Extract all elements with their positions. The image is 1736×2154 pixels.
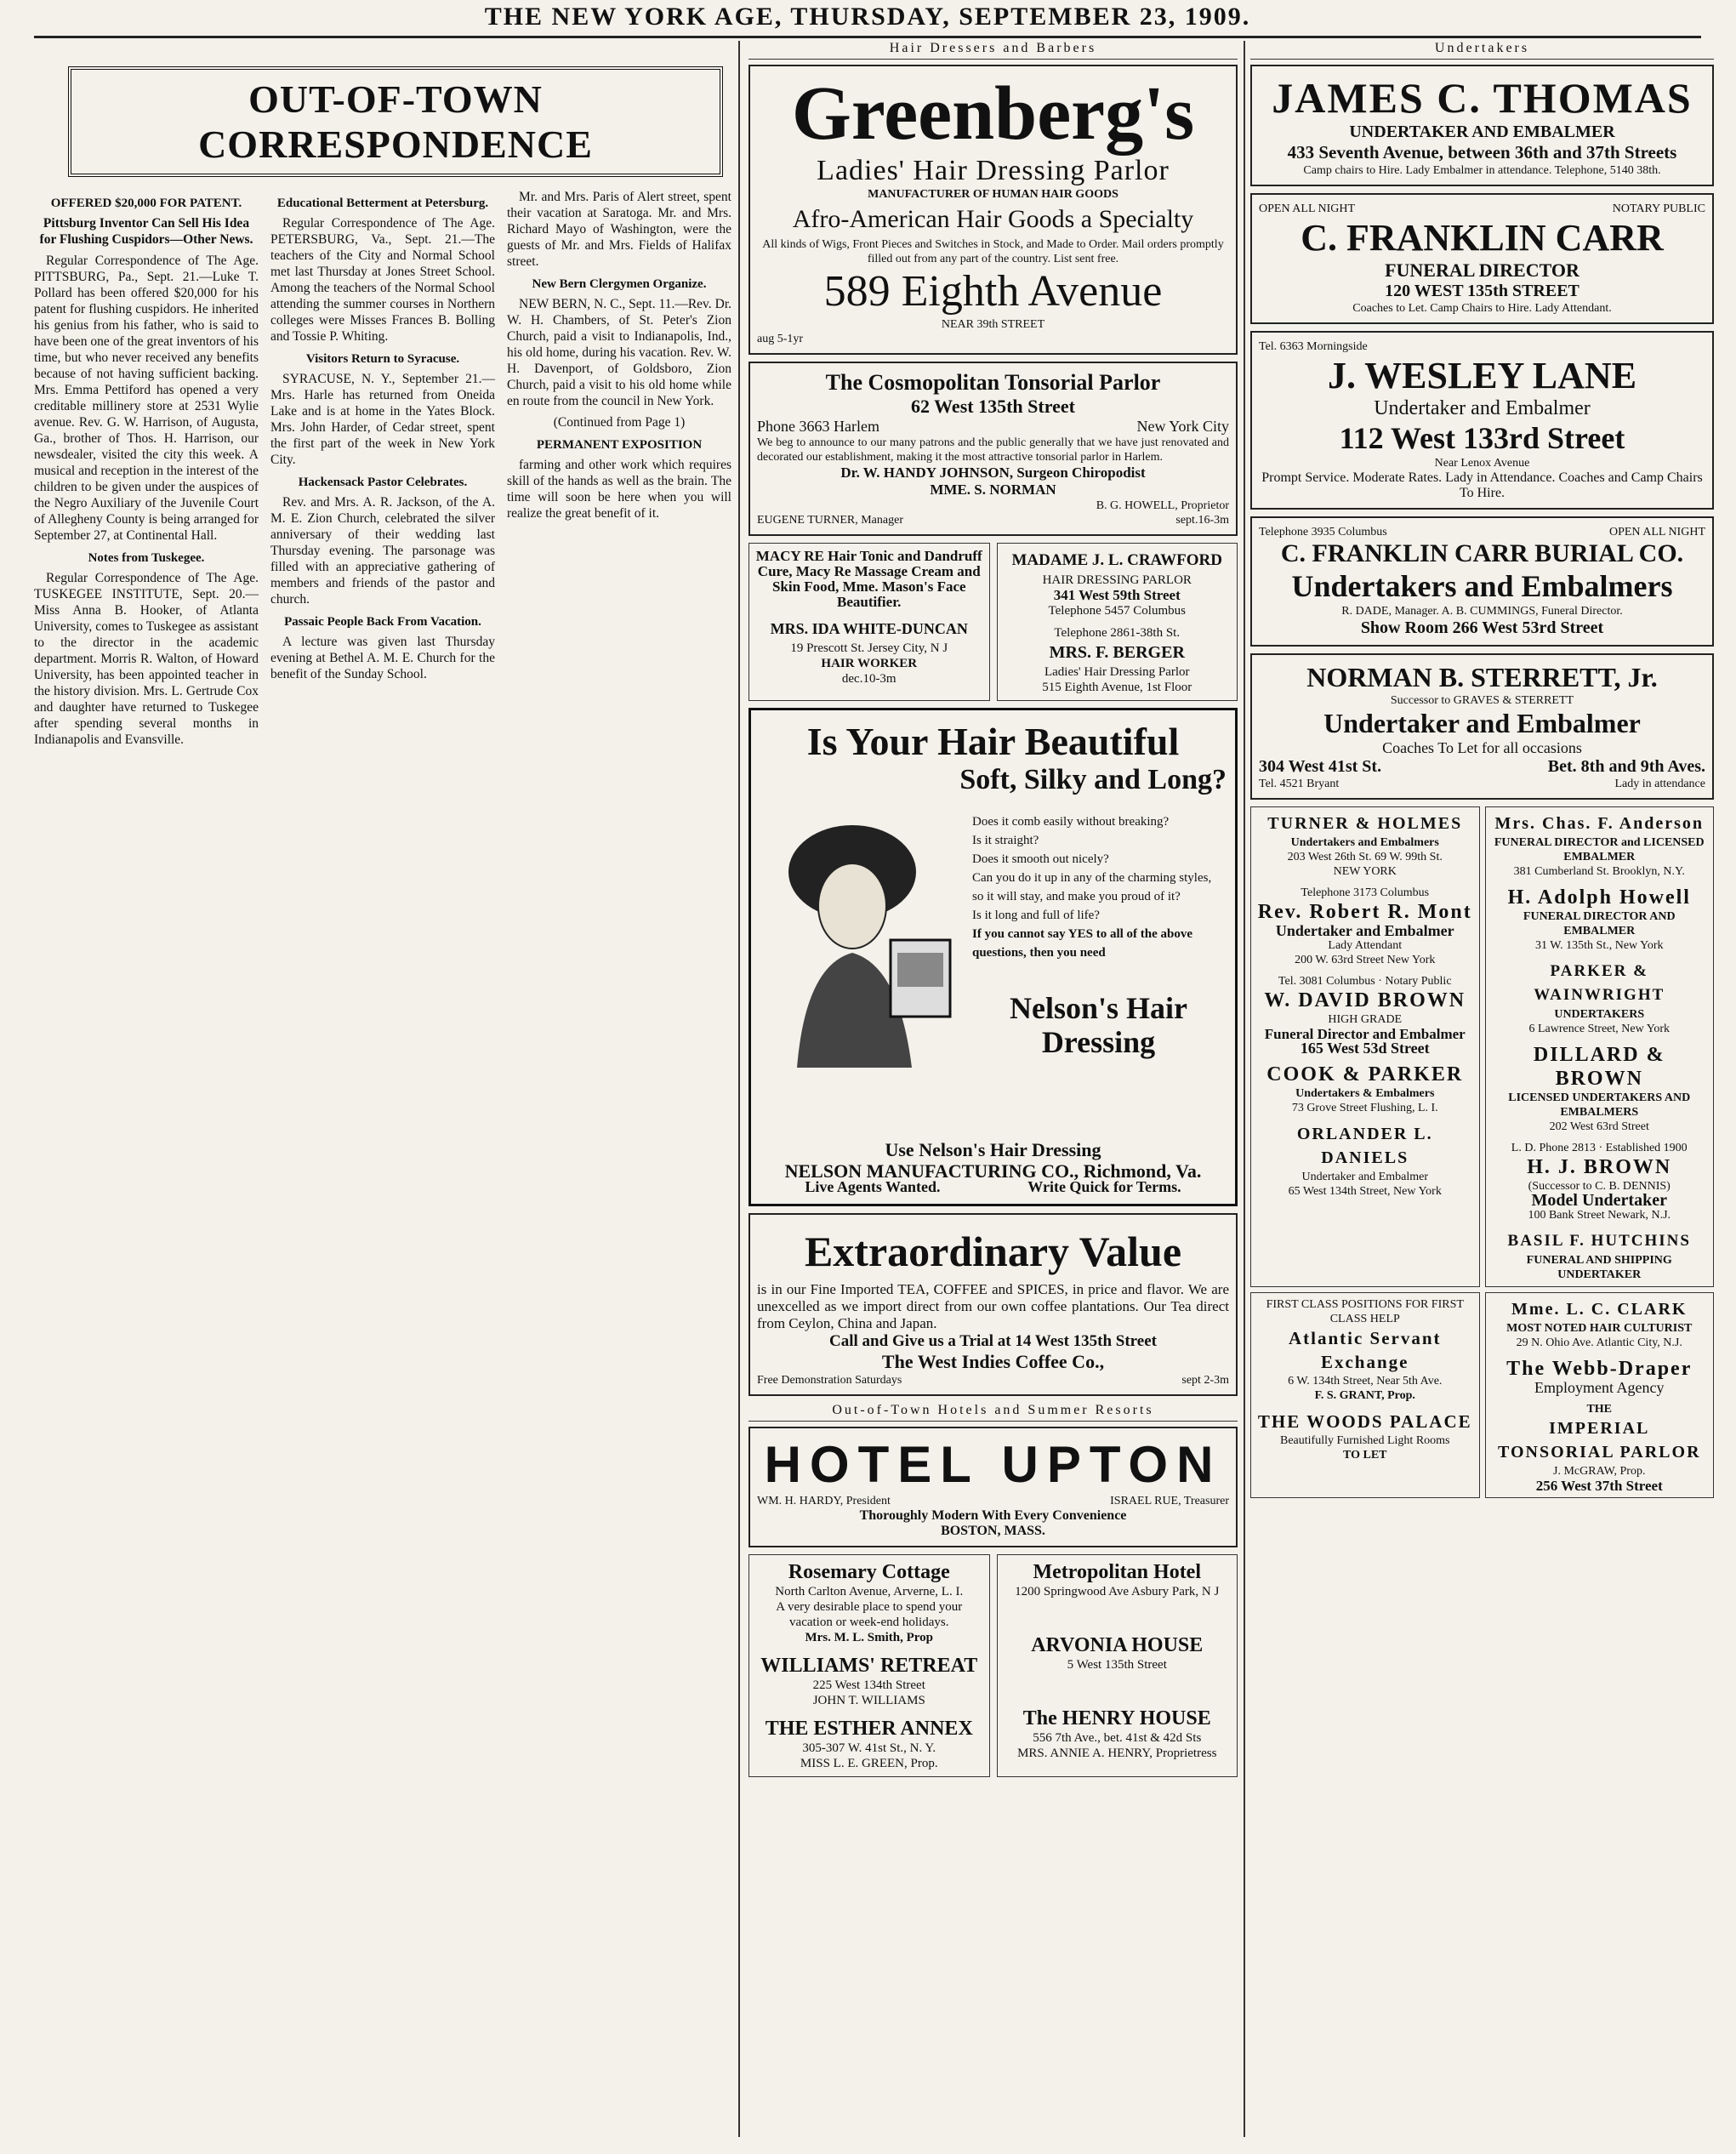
ad-address: 100 Bank Street Newark, N.J. — [1528, 1209, 1671, 1222]
article-body: Regular Correspondence of The Age. TUSKEGEE INSTITUTE, Sept. 20.—Miss Anna B. Hooker, of Atlanta University, comes to Tuskegee as assistant to the director in the academic department. Morris R. Walton, of Howard University, has been appointed teacher in the history division. Mrs. L. Gertrude Cox and daughter have returned to Tuskegee after spending several months in Indianapolis and Evansville. — [34, 571, 259, 747]
ad-the: THE — [1586, 1403, 1613, 1416]
subcolumn-2 — [270, 189, 495, 753]
ad-city: NEW YORK — [1333, 865, 1397, 878]
ad-subline: FUNERAL DIRECTOR and LICENSED EMBALMER — [1494, 836, 1705, 863]
ad-name: ARVONIA HOUSE — [1031, 1634, 1204, 1656]
lane-ad — [1250, 331, 1714, 510]
ad-prop: F. S. GRANT, Prop. — [1314, 1389, 1415, 1402]
ad-phone: Telephone 3935 Columbus — [1259, 526, 1387, 538]
ad-subline: FUNERAL DIRECTOR AND EMBALMER — [1523, 910, 1676, 937]
ad-manager: EUGENE TURNER, Manager — [757, 514, 903, 527]
ad-name: COOK & PARKER — [1266, 1063, 1464, 1086]
ad-name: MRS. F. BERGER — [1049, 643, 1185, 662]
ad-address: 305-307 W. 41st St., N. Y. — [802, 1741, 936, 1755]
hotels-grid — [748, 1554, 1238, 1777]
ad-phone: Telephone 3173 Columbus — [1301, 886, 1430, 899]
ad-name: PARKER & WAINWRIGHT — [1534, 962, 1665, 1004]
ad-name: Rosemary Cottage — [788, 1561, 950, 1583]
greenberg-ad — [748, 65, 1238, 355]
ad-address: 589 Eighth Avenue — [823, 267, 1163, 316]
ad-footer — [757, 513, 1229, 527]
ad-grade: HIGH GRADE — [1328, 1013, 1403, 1026]
ad-note: Free Demonstration Saturdays — [757, 1374, 902, 1387]
ad-notary: Notary Public — [1385, 975, 1452, 988]
ad-name: THE ESTHER ANNEX — [765, 1718, 973, 1740]
ad-address: 5 West 135th Street — [1067, 1658, 1167, 1672]
ad-established: Established 1900 — [1605, 1142, 1688, 1154]
ad-subline: UNDERTAKER AND EMBALMER — [1349, 123, 1615, 141]
ad-address: 65 West 134th Street, New York — [1288, 1185, 1442, 1198]
ad-name: Mme. L. C. CLARK — [1511, 1300, 1688, 1319]
grid-left — [1250, 806, 1480, 1287]
ad-subline: Model Undertaker — [1531, 1191, 1667, 1210]
ad-name: Mrs. Chas. F. Anderson — [1494, 814, 1704, 833]
ad-name: TURNER & HOLMES — [1267, 814, 1463, 833]
article-body: Rev. and Mrs. A. R. Jackson, of the A. M. E. Zion Church, celebrated the silver anniversary of their wedding last Thursday evening. The parsonage was filled with an appreciative gathering of members and friends of the pastor and church. — [270, 495, 495, 607]
ad-address: 341 West 59th Street — [1053, 587, 1181, 603]
ad-notary: NOTARY PUBLIC — [1612, 202, 1705, 215]
ad-phone: L. D. Phone 2813 — [1511, 1142, 1596, 1154]
article-body: SYRACUSE, N. Y., September 21.—Mrs. Harle has returned from Oneida Lake and is at home in the Yates Block. Mrs. John Harder, of Cedar street, spent the first part of the week in New York City. — [270, 372, 495, 467]
ad-body: MACY RE Hair Tonic and Dandruff Cure, Macy Re Massage Cream and Skin Food, Mme. Mason's Face Beautifier. — [755, 548, 982, 610]
carr-burial-ad — [1250, 516, 1714, 647]
ad-address: 165 West 53d Street — [1300, 1040, 1430, 1057]
ad-address-row — [1259, 757, 1705, 777]
grid-right — [1485, 806, 1715, 1287]
ad-name: BASIL F. HUTCHINS — [1507, 1232, 1691, 1250]
ad-phone: Phone 3663 Harlem — [757, 418, 879, 435]
ad-showroom: Show Room 266 West 53rd Street — [1360, 618, 1604, 637]
grid-right — [1485, 1292, 1715, 1498]
ad-subline: MANUFACTURER OF HUMAN HAIR GOODS — [868, 188, 1118, 201]
ad-body: A very desirable place to spend your vacation or week-end holidays. — [776, 1600, 963, 1629]
ad-specialty: Afro-American Hair Goods a Specialty — [792, 205, 1194, 233]
hotels-left — [748, 1554, 990, 1777]
coffee-ad — [748, 1213, 1238, 1396]
article-body: Regular Correspondence of The Age. PITTSBURG, Pa., Sept. 21.—Luke T. Pollard has been offered $20,000 for his patent for flushing cuspidors. He inherited his genius from his father, who is said to have been one of the great inventors of his time, but who never received any benefits because of not having sufficient backing. Mrs. Emma Pettiford has opened a very creditable millinery store at 2531 Wylie avenue. Rev. G. W. Harrison, of Augusta, Ga., brother of Thos. H. Harrison, our newsdealer, visited the city this week. A musical and reception in the interest of the children to be given under the auspices of the Negro Auxiliary of the Juvenile Court of Allegheny County is being arranged for September 27, at Continental Hall. — [34, 254, 259, 543]
ad-subline: Undertaker and Embalmer — [1301, 1171, 1428, 1183]
correspondence-subcolumns — [34, 189, 731, 753]
small-ads-row — [748, 543, 1238, 701]
ad-name: Rev. Robert R. Mont — [1257, 901, 1472, 923]
carr-ad — [1250, 193, 1714, 324]
ad-near: NEAR 39th STREET — [941, 318, 1045, 331]
ad-subline: Undertakers & Embalmers — [1295, 1087, 1435, 1100]
nelson-hair-ad — [748, 708, 1238, 1206]
question-item: Is it straight? — [972, 834, 1039, 847]
ad-name: Atlantic Servant Exchange — [1288, 1328, 1442, 1372]
ad-name: C. FRANKLIN CARR BURIAL CO. — [1280, 539, 1684, 567]
sterrett-ad — [1250, 653, 1714, 800]
ad-company: NELSON MANUFACTURING CO., Richmond, Va. — [784, 1160, 1202, 1182]
article-body: Regular Correspondence of The Age. PETERSBURG, Va., Sept. 21.—The teachers of the City and Normal School met last Thursday at Jones Street School. Among the teachers of the Normal School attending the summer courses in Northern colleges were Misses Frances B. Bolling and Tossie P. Whiting. — [270, 216, 495, 344]
continued-note: (Continued from Page 1) — [553, 415, 686, 430]
correspondence-column — [34, 41, 731, 2137]
ad-name: Greenberg's — [791, 71, 1195, 156]
cosmopolitan-ad — [748, 362, 1238, 536]
article-headline: New Bern Clergymen Organize. — [532, 277, 707, 291]
ad-near: Near Lenox Avenue — [1434, 457, 1530, 470]
ad-name: The Cosmopolitan Tonsorial Parlor — [825, 370, 1161, 395]
ad-president: WM. H. HARDY, President — [757, 1495, 891, 1507]
ad-subline: Ladies' Hair Dressing Parlor — [1044, 665, 1190, 679]
ad-address: 304 West 41st St. — [1259, 757, 1382, 776]
ad-name: HOTEL UPTON — [764, 1436, 1222, 1493]
grid-left — [1250, 1292, 1480, 1498]
undertakers-column — [1250, 41, 1714, 2137]
ad-address: 433 Seventh Avenue, between 36th and 37th Streets — [1287, 142, 1677, 162]
ad-address: 19 Prescott St. Jersey City, N J — [790, 641, 948, 655]
article-subhead: Pittsburg Inventor Can Sell His Idea for Flushing Cuspidors—Other News. — [39, 216, 253, 247]
question-item: Is it long and full of life? — [972, 909, 1100, 922]
question-item: If you cannot say YES to all of the above questions, then you need — [972, 927, 1193, 960]
ad-name: IMPERIAL TONSORIAL PARLOR — [1497, 1419, 1701, 1462]
ad-address: 381 Cumberland St. Brooklyn, N.Y. — [1513, 865, 1685, 878]
ad-name: MRS. IDA WHITE-DUNCAN — [770, 620, 968, 637]
ad-date: dec.10-3m — [841, 672, 896, 686]
ad-signature: B. G. HOWELL, Proprietor — [1096, 499, 1229, 512]
ad-subline: Thoroughly Modern With Every Convenience — [859, 1508, 1127, 1523]
ad-name: Metropolitan Hotel — [1033, 1561, 1202, 1583]
question-item: Does it smooth out nicely? — [972, 852, 1109, 866]
article-headline: Passaic People Back From Vacation. — [284, 615, 481, 629]
ad-name: NORMAN B. STERRETT, Jr. — [1306, 662, 1658, 692]
masthead: THE NEW YORK AGE, THURSDAY, SEPTEMBER 23, 1909. — [34, 0, 1701, 38]
ad-name: THE WOODS PALACE — [1257, 1411, 1472, 1432]
ad-name: W. DAVID BROWN — [1264, 989, 1466, 1011]
ad-address: 203 West 26th St. 69 W. 99th St. — [1287, 851, 1443, 863]
article-headline: PERMANENT EXPOSITION — [536, 438, 703, 452]
ad-officers — [757, 1494, 1229, 1508]
ad-name: DILLARD & BROWN — [1533, 1044, 1665, 1090]
ad-subline: Undertakers and Embalmers — [1290, 836, 1439, 849]
ad-doctor: Dr. W. HANDY JOHNSON, Surgeon Chiropodist — [840, 464, 1146, 481]
ad-date: sept.16-3m — [1175, 514, 1229, 527]
question-item: Can you do it up in any of the charming styles, so it will stay, and make you proud of it? — [972, 871, 1212, 903]
ad-write: Write Quick for Terms. — [1027, 1178, 1181, 1195]
article-body: Mr. and Mrs. Paris of Alert street, spent their vacation at Saratoga. Mr. and Mrs. Richard Mayo of Washington, were the guests of Mr. and Mrs. Fields of Halifax street. — [507, 190, 731, 269]
ad-open: OPEN ALL NIGHT — [1608, 526, 1705, 538]
article-headline: OFFERED $20,000 FOR PATENT. — [50, 197, 242, 210]
ad-name: MADAME J. L. CRAWFORD — [1011, 551, 1222, 569]
ad-phone-row — [757, 418, 1229, 436]
hairdressers-column — [748, 41, 1238, 2137]
ad-address: 62 West 135th Street — [911, 396, 1075, 417]
ad-call: Call and Give us a Trial at 14 West 135th Street — [829, 1332, 1157, 1350]
ad-subline: Undertaker and Embalmer — [1275, 922, 1454, 939]
woman-portrait-icon — [763, 812, 959, 1068]
ad-address: 200 W. 63rd Street New York — [1295, 954, 1436, 966]
subcolumn-3 — [507, 189, 731, 753]
section-header: Hair Dressers and Barbers — [748, 41, 1238, 60]
ad-subline: HAIR DRESSING PARLOR — [1042, 573, 1192, 587]
ad-headline: Extraordinary Value — [804, 1228, 1182, 1275]
ad-prop: JOHN T. WILLIAMS — [812, 1694, 925, 1707]
subcolumn-1 — [34, 189, 259, 753]
ad-address: 6 Lawrence Street, New York — [1528, 1023, 1671, 1035]
ad-prop: J. McGRAW, Prop. — [1553, 1465, 1646, 1478]
article-body: A lecture was given last Thursday evening at Bethel A. M. E. Church for the benefit of the Sunday School. — [270, 635, 495, 681]
ad-address: 225 West 134th Street — [812, 1678, 925, 1692]
ad-name: The HENRY HOUSE — [1022, 1707, 1211, 1729]
product-name: Nelson's Hair Dressing — [1009, 991, 1187, 1059]
ad-top-row — [1259, 202, 1705, 216]
ad-bottom — [761, 1139, 1225, 1195]
ad-subline: Undertaker and Embalmer — [1374, 397, 1591, 419]
ad-top-row: Tel. 3081 Columbus · Notary Public — [1278, 975, 1452, 988]
ad-subline: FUNERAL AND SHIPPING UNDERTAKER — [1526, 1254, 1672, 1281]
ad-body: We beg to announce to our many patrons and the public generally that we have just renovated and decorated our establishment, making it the most attractive tonsorial parlor in Harlem. — [757, 436, 1229, 464]
ad-fine-print: All kinds of Wigs, Front Pieces and Switches in Stock, and Made to Order. Mail orders promptly filled out from any part of the country. List sent free. — [762, 238, 1224, 265]
ad-lady: Lady in attendance — [1614, 778, 1705, 790]
ad-city: New York City — [1136, 418, 1229, 435]
ad-prop: Mrs. M. L. Smith, Prop — [805, 1631, 934, 1644]
question-list — [972, 812, 1225, 962]
ad-address: North Carlton Avenue, Arverne, L. I. — [775, 1585, 964, 1598]
ad-date: aug 5-1yr — [757, 333, 804, 345]
ad-date: sept 2-3m — [1181, 1374, 1229, 1387]
ad-subline: Undertaker and Embalmer — [1323, 708, 1641, 738]
ad-name: C. FRANKLIN CARR — [1301, 217, 1664, 259]
ad-tel-row — [1259, 777, 1705, 791]
section-header: Out-of-Town Hotels and Summer Resorts — [748, 1403, 1238, 1422]
ad-phone: Tel. 6363 Morningside — [1259, 340, 1368, 353]
ad-prop: MISS L. E. GREEN, Prop. — [800, 1757, 938, 1770]
ad-subline: FUNERAL DIRECTOR — [1385, 259, 1579, 281]
undertakers-grid-1 — [1250, 806, 1714, 1287]
ad-lady: Lady Attendant — [1328, 939, 1403, 952]
ad-open: OPEN ALL NIGHT — [1259, 202, 1356, 215]
ad-treasurer: ISRAEL RUE, Treasurer — [1110, 1495, 1229, 1507]
article-headline: Visitors Return to Syracuse. — [305, 352, 460, 366]
article-headline: Notes from Tuskegee. — [88, 551, 205, 565]
macy-ad — [748, 543, 990, 701]
ad-line: FIRST CLASS POSITIONS FOR FIRST CLASS HELP — [1266, 1298, 1464, 1325]
article-body: NEW BERN, N. C., Sept. 11.—Rev. Dr. W. H. Chambers, of St. Peter's Zion Church, paid a visit to Indianapolis, Ind., his old home, during his vacation. Rev. W. H. Davenport, of Goldsboro, Zion Church, paid a visit to his old home while en route from the council in New York. — [507, 297, 731, 408]
ad-use-line: Use Nelson's Hair Dressing — [885, 1139, 1101, 1160]
ad-subline: Funeral Director and Embalmer — [1264, 1026, 1466, 1042]
ad-name: JAMES C. THOMAS — [1272, 74, 1693, 122]
section-header: Undertakers — [1250, 41, 1714, 60]
article-headline: Hackensack Pastor Celebrates. — [298, 476, 468, 489]
ad-body: is in our Fine Imported TEA, COFFEE and SPICES, in price and flavor. We are unexcelled as we import direct from our own coffee plantations. Our Tea direct from Ceylon, China and Japan. — [757, 1281, 1229, 1331]
ad-company: The West Indies Coffee Co., — [881, 1351, 1105, 1372]
ad-subline: Beautifully Furnished Light Rooms — [1280, 1434, 1450, 1447]
hotel-upton-ad — [748, 1427, 1238, 1547]
question-item: Does it comb easily without breaking? — [972, 815, 1170, 829]
ad-managers: R. DADE, Manager. A. B. CUMMINGS, Funeral Director. — [1341, 605, 1623, 618]
ad-name: WILLIAMS' RETREAT — [760, 1655, 978, 1677]
crawford-ad — [997, 543, 1238, 701]
ad-let: TO LET — [1343, 1449, 1387, 1462]
ad-mme: MME. S. NORMAN — [930, 482, 1056, 498]
ad-address: 515 Eighth Avenue, 1st Floor — [1042, 681, 1192, 694]
article-headline: Educational Betterment at Petersburg. — [276, 197, 489, 210]
ad-phone: Tel. 3081 Columbus — [1278, 975, 1375, 988]
ad-address: 31 W. 135th St., New York — [1534, 939, 1664, 952]
ad-subline: Employment Agency — [1534, 1379, 1665, 1396]
ad-subline: Undertakers and Embalmers — [1291, 569, 1673, 603]
ad-top-row: L. D. Phone 2813 · Established 1900 — [1511, 1142, 1688, 1154]
ad-address: 73 Grove Street Flushing, L. I. — [1291, 1102, 1438, 1114]
undertakers-grid-2 — [1250, 1292, 1714, 1498]
column-rule — [738, 41, 740, 2137]
ad-name: H. Adolph Howell — [1507, 886, 1691, 909]
ad-phone: Telephone 2861-38th St. — [1054, 626, 1181, 640]
ad-address: 112 West 133rd Street — [1339, 421, 1625, 455]
ad-question-2: Soft, Silky and Long? — [959, 764, 1227, 795]
ad-address: 556 7th Ave., bet. 41st & 42d Sts — [1033, 1731, 1202, 1745]
ad-footer — [757, 1373, 1229, 1388]
ad-name: J. WESLEY LANE — [1327, 355, 1637, 396]
ad-address: 1200 Springwood Ave Asbury Park, N J — [1015, 1585, 1220, 1598]
ad-address: 120 WEST 135th STREET — [1385, 282, 1579, 300]
thomas-ad — [1250, 65, 1714, 186]
ad-fine-print: Prompt Service. Moderate Rates. Lady in Attendance. Coaches and Camp Chairs To Hire. — [1261, 470, 1703, 500]
ad-address: 256 West 37th Street — [1535, 1478, 1663, 1494]
ad-fine-print: Coaches to Let. Camp Chairs to Hire. Lady Attendant. — [1352, 302, 1612, 315]
ad-address: 202 West 63rd Street — [1549, 1120, 1649, 1133]
ad-subline: MOST NOTED HAIR CULTURIST — [1506, 1322, 1693, 1335]
article-body: farming and other work which requires skill of the hands as well as the brain. The time will soon be here when you will realize the great benefit of it. — [507, 458, 731, 521]
ad-subline: LICENSED UNDERTAKERS AND EMBALMERS — [1508, 1091, 1691, 1119]
ad-prop: MRS. ANNIE A. HENRY, Proprietress — [1017, 1747, 1217, 1760]
ad-city: BOSTON, MASS. — [941, 1524, 1045, 1538]
ad-phone: Telephone 5457 Columbus — [1048, 604, 1186, 618]
ad-address: 29 N. Ohio Ave. Atlantic City, N.J. — [1516, 1336, 1682, 1349]
ad-phone: Tel. 4521 Bryant — [1259, 778, 1340, 790]
ad-coaches: Coaches To Let for all occasions — [1382, 739, 1582, 756]
section-title: OUT-OF-TOWN CORRESPONDENCE — [68, 66, 723, 177]
hotels-right — [997, 1554, 1238, 1777]
ad-tagline: Ladies' Hair Dressing Parlor — [817, 155, 1170, 186]
ad-name: The Webb-Draper — [1506, 1358, 1693, 1380]
ad-successor: (Successor to C. B. DENNIS) — [1528, 1180, 1671, 1193]
ad-subline: HAIR WORKER — [821, 657, 918, 670]
ad-subline: UNDERTAKERS — [1554, 1008, 1645, 1021]
ad-top-row — [1259, 525, 1705, 539]
ad-question: Is Your Hair Beautiful — [806, 720, 1180, 763]
column-rule — [1244, 41, 1245, 2137]
ad-address: 6 W. 134th Street, Near 5th Ave. — [1288, 1375, 1443, 1388]
ad-name: ORLANDER L. DANIELS — [1296, 1125, 1433, 1167]
ad-between: Bet. 8th and 9th Aves. — [1547, 757, 1705, 776]
ad-agents: Live Agents Wanted. — [805, 1178, 941, 1195]
ad-fine-print: Camp chairs to Hire. Lady Embalmer in attendance. Telephone, 5140 38th. — [1303, 164, 1661, 177]
ad-name: H. J. BROWN — [1527, 1156, 1672, 1178]
ad-successor: Successor to GRAVES & STERRETT — [1390, 694, 1574, 707]
